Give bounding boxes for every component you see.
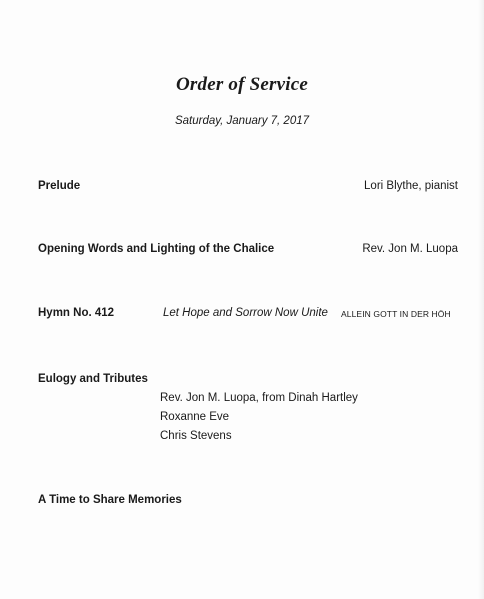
- tribute-speaker: Chris Stevens: [160, 430, 232, 442]
- tribute-speaker: Roxanne Eve: [160, 411, 230, 423]
- hymn-tune: ALLEIN GOTT IN DER HÖH: [341, 309, 451, 319]
- hymn-title: Let Hope and Sorrow Now Unite: [163, 307, 328, 319]
- opening-leader: Rev. Jon M. Luopa: [362, 243, 458, 255]
- prelude-label: Prelude: [38, 180, 81, 192]
- page-title: Order of Service: [176, 74, 308, 95]
- tribute-speaker: Rev. Jon M. Luopa, from Dinah Hartley: [160, 392, 358, 404]
- opening-label: Opening Words and Lighting of the Chalice: [38, 243, 275, 255]
- hymn-label: Hymn No. 412: [38, 307, 115, 319]
- eulogy-label: Eulogy and Tributes: [38, 373, 148, 385]
- scan-edge: [478, 0, 484, 599]
- prelude-performer: Lori Blythe, pianist: [364, 180, 458, 192]
- memories-label: A Time to Share Memories: [38, 494, 182, 506]
- service-date: Saturday, January 7, 2017: [174, 115, 310, 127]
